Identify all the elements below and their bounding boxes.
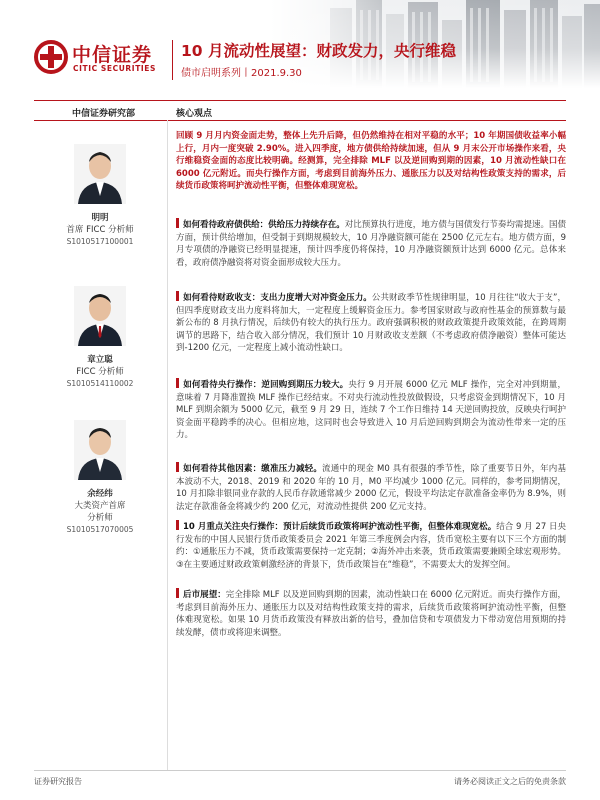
analyst-name: 章立聪 — [87, 355, 113, 365]
column-divider — [167, 120, 168, 770]
point-body: 结合 9 月 27 日央行发布的中国人民银行货币政策委员会 2021 年第三季度例会内容，货币宽松主要有以下三个方面的制约：①通胀压力不减，货币政策需要保持一定克制；②海外冲击来袭，货币政策需要兼顾全球宏观形势。③在主要通过财政政策刺激经济的背景下，货币政策旨在“维稳”，不需要太大的发挥空间。 — [176, 522, 566, 570]
footer-rule — [34, 770, 566, 771]
point-body: 央行 9 月开展 6000 亿元 MLF 操作，完全对冲到期量，意味着 7 月降准置换 MLF 操作已经结束。不对央行流动性投放做假设，只考虑资金到期情况下，10 月 MLF 到期余额为 5000 亿元，截至 9 月 29 日，连续 7 个工作日维持 14 天逆回购投放，反映央行呵护资金面平稳跨季的决心。但相应地，这同时也会导致进入 10 月后逆回购到期会为流动性带来一定的压力。 — [176, 380, 566, 440]
analyst-photo-icon — [74, 420, 126, 480]
key-point — [176, 218, 566, 269]
point-heading: 如何看待财政收支：支出力度增大对冲资金压力。 — [183, 293, 372, 303]
core-views-heading: 核心观点 — [176, 109, 213, 119]
core-summary: 回顾 9 月月内资金面走势，整体上先升后降，但仍然维持在相对平稳的水平；10 年期国债收益率小幅上行，月内一度突破 2.90%。进入四季度，地方债供给持续加速，但从 9 月末公开市场操作来看，央行维稳资金面的态度比较明确。经测算，完全排除 MLF 以及逆回购到期的因素，10 月流动性缺口在 6000 亿元附近。而央行操作方面，考虑到目前海外压力、通胀压力以及对结构性政策支持的需求，后续货币政策将呵护流动性平衡，但整体难现宽松。 — [176, 131, 566, 192]
analyst-role: 首席 FICC 分析师 — [66, 225, 134, 235]
header-divider — [172, 40, 173, 80]
analyst-role: 大类资产首席 — [74, 501, 126, 511]
point-body: 流通中的现金 M0 具有很强的季节性，除了重要节日外，年内基本波动不大，2018、2019 和 2020 年的 10 月，M0 平均减少 1000 亿元。同样的，参考同期情况，10 月扣除非银同业存款的人民币存款通常减少 2000 亿元，假设平均法定存款准备金率仍为 8.9%，则法定存款准备金将减少约 200 亿元，对流动性提供 200 亿元支持。 — [176, 464, 566, 512]
analyst-name: 余经纬 — [87, 489, 113, 499]
page-header — [0, 0, 600, 88]
key-point — [176, 378, 566, 442]
analyst-card — [40, 144, 160, 248]
key-point — [176, 520, 566, 571]
key-point — [176, 291, 566, 355]
point-body: 完全排除 MLF 以及逆回购到期的因素，流动性缺口在 6000 亿元附近。而央行操作方面，考虑到目前海外压力、通胀压力以及对结构性政策支持的需求，后续货币政策将呵护流动性平衡，但整体难现宽松。如果 10 月货币政策没有释放出新的信号，叠加信贷和专项债发力下带动宽信用预期的持续发酵，债市或将迎来调整。 — [176, 590, 566, 638]
analyst-photo-icon — [74, 144, 126, 204]
header-rule — [34, 100, 566, 101]
key-point — [176, 588, 566, 639]
analyst-role: FICC 分析师 — [76, 367, 124, 377]
footer-disclaimer-note: 请务必阅读正文之后的免责条款 — [454, 777, 566, 786]
point-heading: 如何看待央行操作：逆回购到期压力较大。 — [183, 380, 349, 390]
bullet-bar-icon — [176, 588, 179, 598]
key-point — [176, 462, 566, 513]
point-body: 公共财政季节性规律明显，10 月往往“收大于支”，但四季度财政支出力度料将加大，一定程度上缓解资金压力。参考国家财政与政府性基金的预算数与最新公布的 8 月执行情况，后续仍有较大的执行压力。政府强调积极的财政政策提升政策效能，在跨周期调节的思路下，结合收入部分情况，我们预计 10 月财政收支差额（不考虑政府债净融资）整体可能达到-1200 亿元，一定程度上减小流动性缺口。 — [176, 293, 566, 353]
report-series-date: 债市启明系列丨2021.9.30 — [181, 68, 302, 79]
logo-chinese-text: 中信证券 — [72, 44, 153, 66]
analyst-photo-icon — [74, 286, 126, 346]
bullet-bar-icon — [176, 218, 179, 228]
citic-logo-mark-icon — [34, 40, 68, 74]
report-title: 10 月流动性展望：财政发力，央行维稳 — [181, 42, 456, 60]
point-heading: 10 月重点关注央行操作：预计后续货币政策将呵护流动性平衡，但整体难现宽松。 — [183, 522, 497, 532]
point-heading: 如何看待政府债供给：供给压力持续存在。 — [183, 220, 345, 230]
section-rule — [34, 120, 566, 121]
analyst-name: 明明 — [91, 213, 109, 223]
analyst-cert-number: S1010517070005 — [66, 525, 134, 534]
analyst-cert-number: S1010514110002 — [66, 379, 134, 388]
citic-logo — [34, 38, 164, 78]
analyst-role-line2: 分析师 — [87, 513, 113, 523]
footer-report-type: 证券研究报告 — [34, 777, 82, 786]
point-heading: 如何看待其他因素：缴准压力减轻。 — [183, 464, 323, 474]
bullet-bar-icon — [176, 378, 179, 388]
research-dept-heading: 中信证券研究部 — [72, 109, 136, 119]
logo-english-text: CITIC SECURITIES — [73, 64, 157, 73]
analyst-card — [40, 286, 160, 390]
analyst-cert-number: S1010517100001 — [66, 237, 134, 246]
bullet-bar-icon — [176, 462, 179, 472]
point-body: 对比预算执行进度，地方债与国债发行节奏均需提速。国债方面，预计供给增加，但受制于到期规模较大，10 月净融资额可能在 2500 亿元左右。地方债方面，9 月专项债的净融资已经明显提速，预计四季度仍将保持，10 月净融资额预计达到 6000 亿元。总体来看，政府债净融资将对资金面形成较大压力。 — [176, 220, 566, 268]
point-heading: 后市展望： — [183, 590, 226, 600]
bullet-bar-icon — [176, 291, 179, 301]
analyst-card — [40, 420, 160, 536]
bullet-bar-icon — [176, 520, 179, 530]
